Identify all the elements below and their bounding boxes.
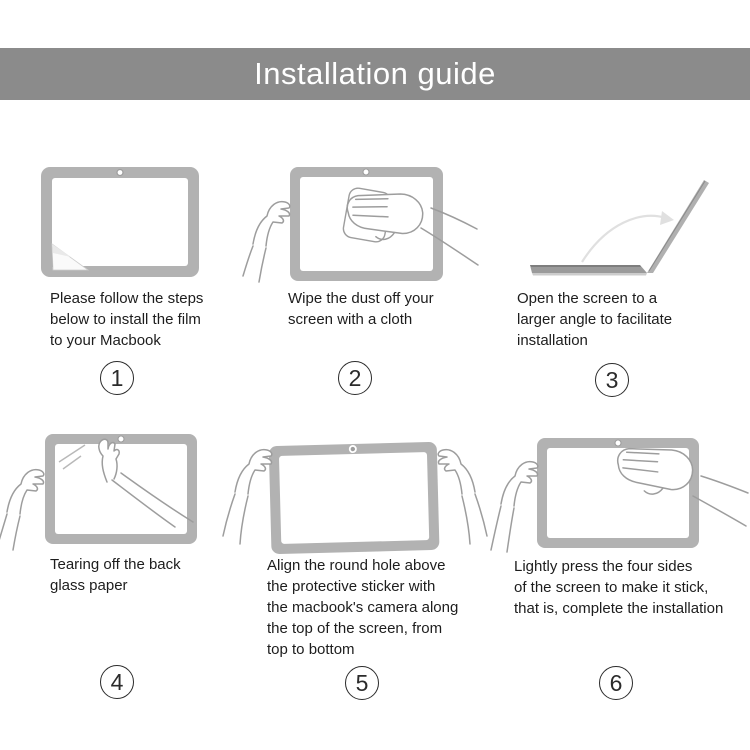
pressing-screen-icon xyxy=(495,430,750,555)
step-caption: Lightly press the four sides of the screen to make it stick, that is, complete the installation xyxy=(514,558,724,617)
hands-wiping-screen-icon xyxy=(243,162,483,284)
camera-dot-icon xyxy=(118,436,124,442)
step-number: 2 xyxy=(348,364,362,391)
arm-line xyxy=(701,476,748,493)
step-number: 4 xyxy=(110,668,124,695)
step-number-badge xyxy=(599,666,633,700)
step-caption: Open the screen to a larger angle to facilitate installation xyxy=(517,290,673,349)
macbook-film-corner-peel-icon xyxy=(40,166,200,278)
arm-line xyxy=(693,496,746,526)
tablet-screen xyxy=(52,178,188,266)
step-number-badge xyxy=(595,363,629,397)
outer-hand-icon xyxy=(0,470,44,550)
step-6 xyxy=(495,420,750,720)
laptop-side-view-icon xyxy=(510,168,738,286)
step-caption: Align the round hole above the protective sticker with the macbook's camera along the top of the screen, from top to bottom xyxy=(267,557,459,658)
open-direction-arrow xyxy=(582,216,666,262)
step-4 xyxy=(30,420,245,720)
align-film-icon xyxy=(225,432,485,557)
step-number: 5 xyxy=(355,669,369,696)
step-number: 1 xyxy=(110,364,124,391)
step-3 xyxy=(500,160,745,445)
step-number-badge xyxy=(100,361,134,395)
step-caption: Tearing off the back glass paper xyxy=(50,556,181,594)
tablet-screen xyxy=(279,452,429,544)
page-title: Installation guide xyxy=(254,56,496,91)
step-number-badge xyxy=(338,361,372,395)
camera-dot-icon xyxy=(615,440,621,446)
tablet xyxy=(269,442,440,554)
step-caption: Wipe the dust off your screen with a cloth xyxy=(288,290,434,328)
camera-dot-icon xyxy=(363,169,369,175)
step-number-badge xyxy=(100,665,134,699)
right-hand-icon xyxy=(438,450,487,544)
step-caption: Please follow the steps below to install the film to your Macbook xyxy=(50,290,204,349)
header-banner xyxy=(0,48,750,100)
step-1 xyxy=(30,160,230,445)
laptop-base-bottom-edge xyxy=(532,273,647,276)
tearing-back-paper-icon xyxy=(15,428,220,550)
laptop-base-top-edge xyxy=(530,265,641,267)
step-number-badge xyxy=(345,666,379,700)
step-number: 6 xyxy=(609,669,623,696)
camera-dot-icon xyxy=(117,170,123,176)
arrowhead xyxy=(660,211,674,225)
press-edges-icon xyxy=(495,430,750,555)
tablet-with-peeled-film-icon xyxy=(40,166,200,278)
left-hand-icon xyxy=(223,450,272,544)
step-number: 3 xyxy=(605,366,619,393)
wipe-screen-icon xyxy=(243,162,483,284)
tear-film-icon xyxy=(15,428,220,550)
laptop-open-angle-icon xyxy=(510,168,738,286)
step-5 xyxy=(250,420,485,720)
aligning-film-icon xyxy=(225,432,485,557)
screen-edge-line xyxy=(649,181,705,271)
tablet-screen xyxy=(55,444,187,534)
step-2 xyxy=(255,160,480,445)
left-hand-icon xyxy=(491,462,538,552)
holding-hand-icon xyxy=(243,202,290,282)
